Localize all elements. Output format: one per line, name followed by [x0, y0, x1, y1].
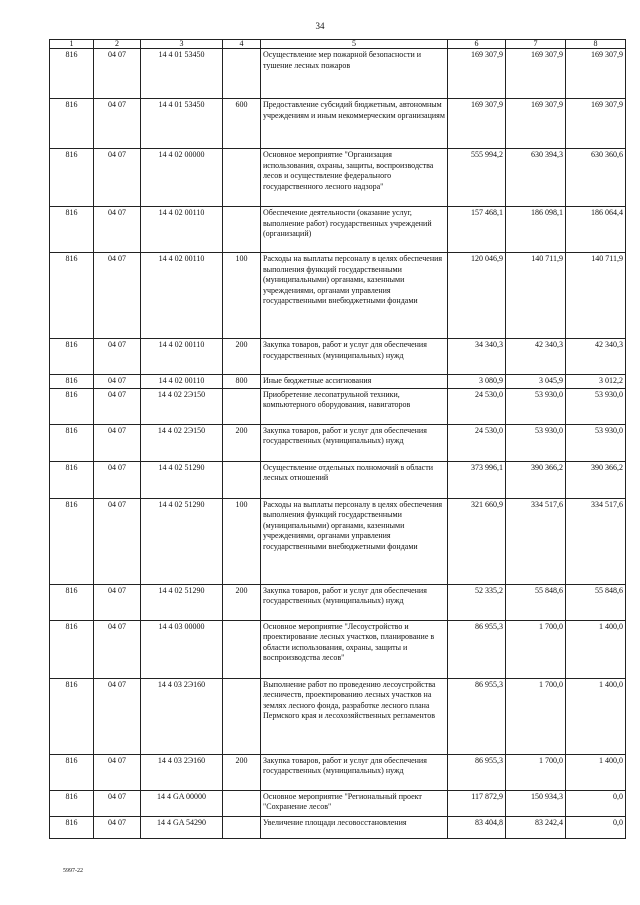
amount-col-7: 1 700,0	[506, 678, 566, 754]
amount-col-8: 0,0	[566, 816, 626, 838]
amount-col-6: 3 080,9	[448, 375, 506, 389]
amount-col-7: 55 848,6	[506, 584, 566, 620]
amount-col-6: 120 046,9	[448, 253, 506, 339]
ministry-code: 816	[50, 149, 94, 207]
amount-col-6: 86 955,3	[448, 754, 506, 790]
amount-col-7: 334 517,6	[506, 498, 566, 584]
budget-table	[49, 39, 626, 839]
target-article-code: 14 4 02 2Э150	[141, 424, 223, 461]
amount-col-8: 1 400,0	[566, 754, 626, 790]
amount-col-7: 630 394,3	[506, 149, 566, 207]
expense-type-code	[223, 790, 261, 816]
table-row	[50, 207, 626, 253]
amount-col-8: 1 400,0	[566, 678, 626, 754]
expense-type-code: 600	[223, 99, 261, 149]
section-code: 04 07	[94, 424, 141, 461]
column-number: 8	[566, 40, 626, 49]
amount-col-6: 86 955,3	[448, 678, 506, 754]
page-number: 34	[315, 21, 325, 31]
target-article-code: 14 4 01 53450	[141, 99, 223, 149]
expense-type-code: 800	[223, 375, 261, 389]
column-number: 4	[223, 40, 261, 49]
table-row	[50, 149, 626, 207]
item-description: Расходы на выплаты персоналу в целях обеспечения выполнения функций государственными (муниципальными) органами, казенными учреждениями, органами управления государственными внебюджетными фондами	[261, 253, 448, 339]
column-number: 5	[261, 40, 448, 49]
target-article-code: 14 4 03 2Э160	[141, 754, 223, 790]
expense-type-code: 100	[223, 498, 261, 584]
amount-col-7: 140 711,9	[506, 253, 566, 339]
amount-col-8: 186 064,4	[566, 207, 626, 253]
ministry-code: 816	[50, 498, 94, 584]
item-description: Основное мероприятие "Региональный проект "Сохранение лесов"	[261, 790, 448, 816]
target-article-code: 14 4 02 00110	[141, 253, 223, 339]
column-number: 3	[141, 40, 223, 49]
expense-type-code: 200	[223, 339, 261, 375]
amount-col-7: 150 934,3	[506, 790, 566, 816]
table-row	[50, 498, 626, 584]
amount-col-7: 1 700,0	[506, 620, 566, 678]
column-number: 1	[50, 40, 94, 49]
item-description: Основное мероприятие "Лесоустройство и проектирование лесных участков, планирование в области использования, охраны, защиты и воспроизводства лесов"	[261, 620, 448, 678]
expense-type-code	[223, 816, 261, 838]
table-header	[50, 40, 626, 49]
item-description: Увеличение площади лесовосстановления	[261, 816, 448, 838]
table-row	[50, 388, 626, 424]
ministry-code: 816	[50, 49, 94, 99]
ministry-code: 816	[50, 253, 94, 339]
ministry-code: 816	[50, 424, 94, 461]
item-description: Закупка товаров, работ и услуг для обеспечения государственных (муниципальных) нужд	[261, 339, 448, 375]
item-description: Осуществление отдельных полномочий в области лесных отношений	[261, 461, 448, 498]
section-code: 04 07	[94, 99, 141, 149]
target-article-code: 14 4 02 00110	[141, 339, 223, 375]
table-body	[50, 49, 626, 839]
target-article-code: 14 4 02 00110	[141, 207, 223, 253]
section-code: 04 07	[94, 498, 141, 584]
expense-type-code: 200	[223, 424, 261, 461]
section-code: 04 07	[94, 375, 141, 389]
amount-col-6: 157 468,1	[448, 207, 506, 253]
amount-col-8: 334 517,6	[566, 498, 626, 584]
ministry-code: 816	[50, 207, 94, 253]
item-description: Закупка товаров, работ и услуг для обеспечения государственных (муниципальных) нужд	[261, 424, 448, 461]
amount-col-8: 0,0	[566, 790, 626, 816]
expense-type-code	[223, 207, 261, 253]
ministry-code: 816	[50, 678, 94, 754]
ministry-code: 816	[50, 754, 94, 790]
section-code: 04 07	[94, 388, 141, 424]
ministry-code: 816	[50, 375, 94, 389]
target-article-code: 14 4 02 2Э150	[141, 388, 223, 424]
expense-type-code	[223, 49, 261, 99]
item-description: Предоставление субсидий бюджетным, автономным учреждениям и иным некоммерческим организациям	[261, 99, 448, 149]
ministry-code: 816	[50, 620, 94, 678]
amount-col-6: 373 996,1	[448, 461, 506, 498]
ministry-code: 816	[50, 816, 94, 838]
section-code: 04 07	[94, 620, 141, 678]
amount-col-6: 24 530,0	[448, 388, 506, 424]
amount-col-8: 53 930,0	[566, 424, 626, 461]
section-code: 04 07	[94, 816, 141, 838]
amount-col-6: 169 307,9	[448, 49, 506, 99]
section-code: 04 07	[94, 678, 141, 754]
amount-col-6: 555 994,2	[448, 149, 506, 207]
amount-col-6: 117 872,9	[448, 790, 506, 816]
column-number: 6	[448, 40, 506, 49]
target-article-code: 14 4 03 00000	[141, 620, 223, 678]
table-row	[50, 49, 626, 99]
ministry-code: 816	[50, 461, 94, 498]
target-article-code: 14 4 01 53450	[141, 49, 223, 99]
column-number: 2	[94, 40, 141, 49]
table-row	[50, 99, 626, 149]
amount-col-6: 83 404,8	[448, 816, 506, 838]
item-description: Осуществление мер пожарной безопасности и тушение лесных пожаров	[261, 49, 448, 99]
section-code: 04 07	[94, 49, 141, 99]
item-description: Приобретение лесопатрульной техники, компьютерного оборудования, навигаторов	[261, 388, 448, 424]
section-code: 04 07	[94, 207, 141, 253]
section-code: 04 07	[94, 790, 141, 816]
amount-col-7: 3 045,9	[506, 375, 566, 389]
target-article-code: 14 4 GA 54290	[141, 816, 223, 838]
table-row	[50, 678, 626, 754]
table-row	[50, 253, 626, 339]
amount-col-8: 42 340,3	[566, 339, 626, 375]
expense-type-code	[223, 388, 261, 424]
ministry-code: 816	[50, 388, 94, 424]
amount-col-6: 169 307,9	[448, 99, 506, 149]
expense-type-code: 200	[223, 584, 261, 620]
item-description: Закупка товаров, работ и услуг для обеспечения государственных (муниципальных) нужд	[261, 584, 448, 620]
amount-col-7: 53 930,0	[506, 388, 566, 424]
item-description: Обеспечение деятельности (оказание услуг, выполнение работ) государственных учреждений (организаций)	[261, 207, 448, 253]
amount-col-8: 55 848,6	[566, 584, 626, 620]
table-row	[50, 339, 626, 375]
ministry-code: 816	[50, 790, 94, 816]
ministry-code: 816	[50, 339, 94, 375]
target-article-code: 14 4 03 2Э160	[141, 678, 223, 754]
amount-col-8: 390 366,2	[566, 461, 626, 498]
amount-col-8: 1 400,0	[566, 620, 626, 678]
table-row	[50, 424, 626, 461]
table-row	[50, 375, 626, 389]
item-description: Выполнение работ по проведению лесоустройства лесничеств, проектированию лесных участков на землях лесного фонда, разработке лесного плана Пермского края и лесохозяйственных регламентов	[261, 678, 448, 754]
target-article-code: 14 4 02 51290	[141, 461, 223, 498]
amount-col-6: 52 335,2	[448, 584, 506, 620]
target-article-code: 14 4 02 00110	[141, 375, 223, 389]
target-article-code: 14 4 02 00000	[141, 149, 223, 207]
column-number: 7	[506, 40, 566, 49]
table-row	[50, 816, 626, 838]
table-row	[50, 461, 626, 498]
amount-col-7: 1 700,0	[506, 754, 566, 790]
section-code: 04 07	[94, 253, 141, 339]
target-article-code: 14 4 GA 00000	[141, 790, 223, 816]
ministry-code: 816	[50, 584, 94, 620]
ministry-code: 816	[50, 99, 94, 149]
expense-type-code	[223, 461, 261, 498]
amount-col-8: 140 711,9	[566, 253, 626, 339]
table-row	[50, 754, 626, 790]
column-number-row	[50, 40, 626, 49]
section-code: 04 07	[94, 754, 141, 790]
amount-col-7: 83 242,4	[506, 816, 566, 838]
amount-col-7: 53 930,0	[506, 424, 566, 461]
target-article-code: 14 4 02 51290	[141, 498, 223, 584]
expense-type-code: 100	[223, 253, 261, 339]
item-description: Основное мероприятие "Организация использования, охраны, защиты, воспроизводства лесов и осуществление федерального государственного лесного надзора"	[261, 149, 448, 207]
amount-col-8: 53 930,0	[566, 388, 626, 424]
amount-col-7: 169 307,9	[506, 99, 566, 149]
document-code: 5997-22	[63, 868, 83, 874]
amount-col-7: 42 340,3	[506, 339, 566, 375]
amount-col-6: 34 340,3	[448, 339, 506, 375]
amount-col-8: 3 012,2	[566, 375, 626, 389]
section-code: 04 07	[94, 584, 141, 620]
table-row	[50, 790, 626, 816]
table-row	[50, 620, 626, 678]
target-article-code: 14 4 02 51290	[141, 584, 223, 620]
expense-type-code: 200	[223, 754, 261, 790]
item-description: Закупка товаров, работ и услуг для обеспечения государственных (муниципальных) нужд	[261, 754, 448, 790]
expense-type-code	[223, 678, 261, 754]
amount-col-8: 630 360,6	[566, 149, 626, 207]
amount-col-6: 86 955,3	[448, 620, 506, 678]
expense-type-code	[223, 149, 261, 207]
expense-type-code	[223, 620, 261, 678]
section-code: 04 07	[94, 339, 141, 375]
amount-col-7: 390 366,2	[506, 461, 566, 498]
table-row	[50, 584, 626, 620]
item-description: Иные бюджетные ассигнования	[261, 375, 448, 389]
amount-col-8: 169 307,9	[566, 49, 626, 99]
amount-col-8: 169 307,9	[566, 99, 626, 149]
section-code: 04 07	[94, 461, 141, 498]
item-description: Расходы на выплаты персоналу в целях обеспечения выполнения функций государственными (муниципальными) органами, казенными учреждениями, органами управления государственными внебюджетными фондами	[261, 498, 448, 584]
section-code: 04 07	[94, 149, 141, 207]
amount-col-6: 321 660,9	[448, 498, 506, 584]
amount-col-7: 186 098,1	[506, 207, 566, 253]
amount-col-7: 169 307,9	[506, 49, 566, 99]
amount-col-6: 24 530,0	[448, 424, 506, 461]
